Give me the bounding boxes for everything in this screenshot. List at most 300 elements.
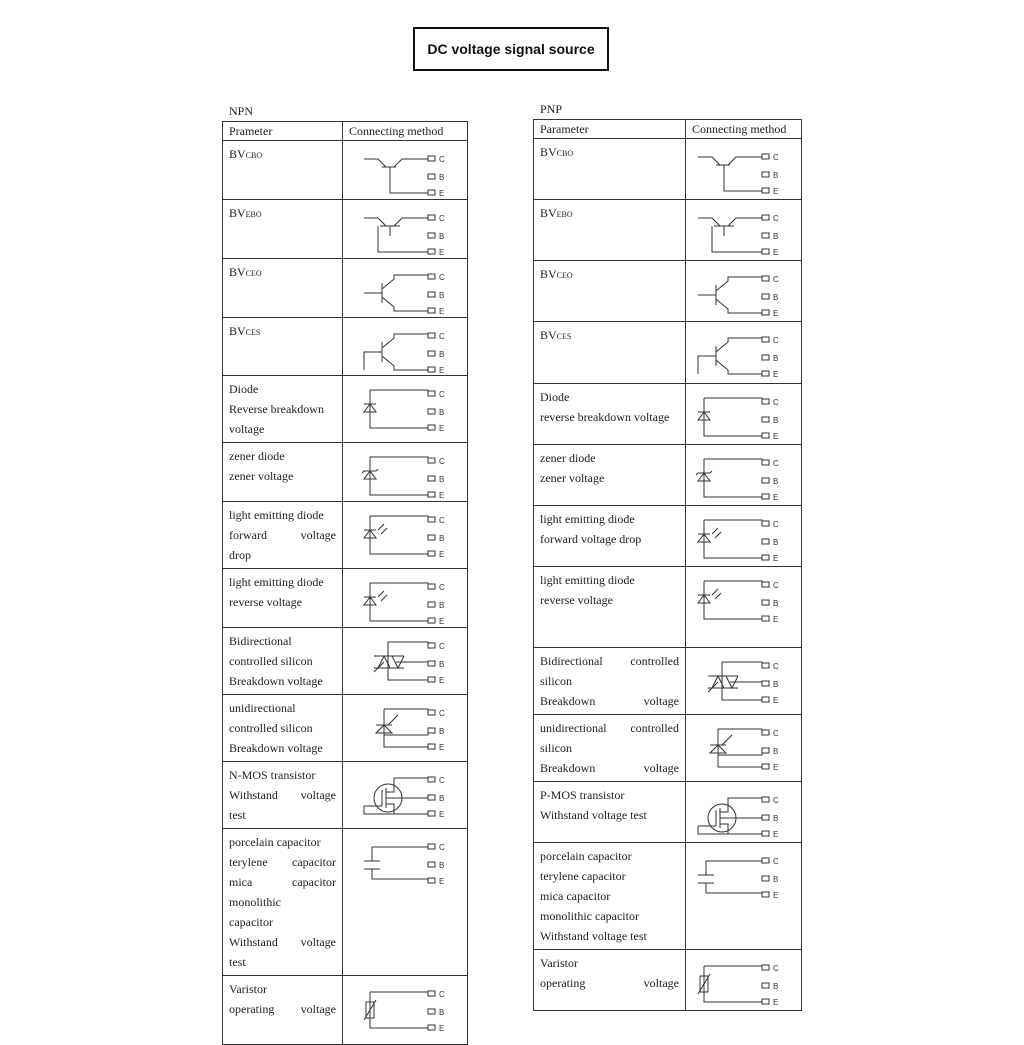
pin-b-label: B (439, 727, 445, 736)
parameter-cell (534, 200, 686, 261)
parameter-line: zener voltage (540, 471, 605, 485)
pin-b-icon (762, 876, 769, 881)
parameter-cell (534, 648, 686, 715)
parameter-line: zener diode (540, 451, 596, 465)
parameter-main: BV (540, 206, 557, 220)
pnp-row-varistor (534, 950, 802, 1011)
pin-c-icon (762, 521, 769, 526)
pin-b-label: B (773, 293, 779, 302)
npn-row-zener (223, 443, 468, 502)
varistor-diagram (356, 982, 456, 1032)
pin-b-icon (428, 351, 435, 356)
pin-e-icon (762, 697, 769, 702)
pin-b-icon (762, 539, 769, 544)
pin-e-icon (762, 892, 769, 897)
connection-cell (686, 843, 802, 950)
pin-e-label: E (773, 432, 779, 440)
page-title: DC voltage signal source (413, 27, 609, 71)
connection-cell (686, 950, 802, 1011)
parameter-line: silicon (540, 674, 572, 688)
parameter-line: capacitor (229, 915, 273, 929)
npn-label: NPN (229, 104, 254, 118)
pin-e-label: E (773, 830, 779, 838)
pin-b-label: B (773, 747, 779, 756)
zener-diagram (356, 449, 456, 499)
pin-b-label: B (439, 291, 445, 300)
pin-c-icon (428, 215, 435, 220)
parameter-line: Reverse breakdown (229, 402, 324, 416)
pin-c-label: C (439, 214, 445, 223)
parameter-name (540, 203, 679, 225)
diode-diagram (690, 390, 790, 440)
pin-e-label: E (773, 554, 779, 562)
npn-row-led-fwd (223, 502, 468, 569)
parameter-name (540, 387, 679, 427)
transistor-ceo-diagram (690, 267, 790, 317)
parameter-main: BV (540, 328, 557, 342)
pin-e-icon (428, 308, 435, 313)
parameter-line: mica capacitor (540, 889, 611, 903)
pin-b-label: B (773, 232, 779, 241)
parameter-line: reverse breakdown voltage (540, 410, 670, 424)
pin-c-icon (762, 663, 769, 668)
parameter-cell (534, 261, 686, 322)
parameter-line: light emitting diode (229, 575, 324, 589)
pin-c-label: C (439, 332, 445, 341)
parameter-name (540, 953, 679, 993)
pin-c-label: C (439, 155, 445, 164)
led-diagram (356, 575, 456, 625)
parameter-main: BV (229, 206, 246, 220)
pin-e-icon (428, 618, 435, 623)
parameter-cell (534, 843, 686, 950)
pin-e-label: E (773, 615, 779, 623)
pin-e-icon (428, 744, 435, 749)
varistor-diagram (690, 956, 790, 1006)
pin-c-label: C (773, 398, 779, 407)
connection-cell (686, 261, 802, 322)
connection-cell (343, 695, 468, 762)
parameter-line: Diode (229, 382, 259, 396)
parameter-line: Varistor (229, 982, 267, 996)
npn-row-scr (223, 695, 468, 762)
parameter-line: Diode (540, 390, 570, 404)
parameter-line: voltage (229, 422, 265, 436)
parameter-name (540, 651, 679, 711)
npn-row-led-rev (223, 569, 468, 628)
pin-c-label: C (773, 964, 779, 973)
pin-e-icon (762, 433, 769, 438)
pin-c-icon (762, 215, 769, 220)
parameter-main: BV (229, 324, 246, 338)
pin-b-label: B (439, 601, 445, 610)
connection-cell (686, 648, 802, 715)
pin-e-icon (428, 1025, 435, 1030)
pin-e-icon (762, 999, 769, 1004)
pnp-row-diode (534, 384, 802, 445)
parameter-name (540, 785, 679, 825)
parameter-subscript: EBO (556, 210, 573, 219)
pin-e-label: E (439, 617, 445, 625)
pnp-row-bvebo (534, 200, 802, 261)
parameter-name (229, 765, 336, 825)
pin-e-label: E (439, 189, 445, 197)
transistor-ces-diagram (356, 324, 456, 374)
parameter-line: porcelain capacitor (229, 835, 321, 849)
parameter-cell (223, 502, 343, 569)
pin-b-icon (762, 600, 769, 605)
parameter-name (229, 321, 336, 343)
transistor-cb-diagram (690, 145, 790, 195)
parameter-name (229, 979, 336, 1019)
pin-b-label: B (439, 350, 445, 359)
triac-diagram (690, 654, 790, 704)
pin-e-label: E (773, 696, 779, 704)
connection-cell (686, 139, 802, 200)
pin-c-label: C (439, 583, 445, 592)
transistor-cb-diagram (356, 147, 456, 197)
parameter-name (229, 505, 336, 565)
pnp-row-led-rev (534, 567, 802, 648)
pin-e-label: E (439, 810, 445, 818)
pin-e-label: E (773, 998, 779, 1006)
parameter-line: zener voltage (229, 469, 294, 483)
pin-c-label: C (439, 642, 445, 651)
pin-c-icon (762, 276, 769, 281)
pin-c-icon (762, 965, 769, 970)
pnp-row-bvcbo (534, 139, 802, 200)
parameter-line: controlled silicon (229, 721, 313, 735)
pin-b-icon (762, 172, 769, 177)
pin-e-label: E (439, 491, 445, 499)
pin-b-label: B (773, 477, 779, 486)
parameter-line: terylene capacitor (540, 869, 626, 883)
npn-row-diode (223, 376, 468, 443)
parameter-cell (534, 506, 686, 567)
pin-e-label: E (773, 309, 779, 317)
pin-e-icon (762, 764, 769, 769)
parameter-line: Bidirectional (229, 634, 292, 648)
parameter-cell (223, 628, 343, 695)
pin-e-icon (762, 371, 769, 376)
pin-e-icon (428, 677, 435, 682)
pin-c-icon (762, 582, 769, 587)
parameter-cell (223, 829, 343, 976)
pin-c-icon (428, 156, 435, 161)
parameter-cell (223, 569, 343, 628)
parameter-name (229, 698, 336, 758)
parameter-name (229, 446, 336, 486)
pin-c-label: C (773, 729, 779, 738)
connection-cell (343, 443, 468, 502)
npn-row-mos (223, 762, 468, 829)
npn-param-header: Prameter (223, 122, 343, 141)
pin-c-icon (428, 458, 435, 463)
parameter-line: operating voltage (540, 976, 679, 990)
parameter-line: Bidirectional controlled (540, 654, 679, 668)
parameter-cell (534, 322, 686, 384)
pin-e-icon (428, 811, 435, 816)
pin-c-label: C (439, 990, 445, 999)
pin-e-label: E (439, 366, 445, 374)
pin-c-label: C (439, 390, 445, 399)
parameter-line: monolithic capacitor (540, 909, 639, 923)
pin-b-label: B (439, 794, 445, 803)
pnp-row-mos (534, 782, 802, 843)
parameter-line: silicon (540, 741, 572, 755)
connection-cell (686, 200, 802, 261)
pin-c-label: C (439, 516, 445, 525)
parameter-line: P-MOS transistor (540, 788, 625, 802)
parameter-cell (223, 318, 343, 376)
pin-b-icon (428, 174, 435, 179)
pin-c-icon (762, 337, 769, 342)
parameter-line: test (229, 955, 246, 969)
pin-e-icon (762, 494, 769, 499)
parameter-main: BV (540, 145, 557, 159)
parameter-line: light emitting diode (540, 512, 635, 526)
pin-b-icon (762, 355, 769, 360)
parameter-subscript: CES (245, 328, 261, 337)
pin-c-icon (428, 274, 435, 279)
pin-b-icon (762, 294, 769, 299)
pin-b-icon (762, 417, 769, 422)
parameter-line: N-MOS transistor (229, 768, 316, 782)
pin-b-label: B (439, 475, 445, 484)
pnp-row-scr (534, 715, 802, 782)
pin-c-icon (762, 154, 769, 159)
pin-e-icon (428, 551, 435, 556)
parameter-line: forward voltage drop (540, 532, 642, 546)
pin-e-label: E (773, 891, 779, 899)
pin-b-label: B (439, 173, 445, 182)
pin-b-icon (762, 681, 769, 686)
connection-cell (686, 384, 802, 445)
pnp-row-zener (534, 445, 802, 506)
parameter-cell (223, 259, 343, 318)
parameter-name (540, 509, 679, 549)
pin-b-icon (428, 1009, 435, 1014)
npn-method-header: Connecting method (343, 122, 468, 141)
pnp-row-bvceo (534, 261, 802, 322)
parameter-name (540, 264, 679, 286)
parameter-cell (534, 782, 686, 843)
parameter-name (229, 631, 336, 691)
pin-c-label: C (773, 520, 779, 529)
pnp-row-bvces (534, 322, 802, 384)
pin-e-icon (428, 425, 435, 430)
parameter-subscript: CBO (556, 149, 574, 158)
pin-c-icon (428, 777, 435, 782)
pin-c-label: C (773, 662, 779, 671)
pin-b-icon (428, 409, 435, 414)
pin-b-label: B (439, 660, 445, 669)
led-diagram (356, 508, 456, 558)
parameter-line: operating voltage (229, 1002, 336, 1016)
pin-c-label: C (439, 843, 445, 852)
connection-cell (343, 318, 468, 376)
pin-b-icon (762, 748, 769, 753)
parameter-line: Withstand voltage (229, 788, 336, 802)
parameter-cell (223, 762, 343, 829)
pnp-row-cap (534, 843, 802, 950)
pin-e-label: E (439, 743, 445, 751)
pin-e-label: E (439, 1024, 445, 1032)
pin-c-label: C (773, 459, 779, 468)
npn-row-bvces (223, 318, 468, 376)
parameter-line: reverse voltage (229, 595, 302, 609)
pin-b-label: B (773, 680, 779, 689)
pin-c-icon (428, 333, 435, 338)
pin-c-label: C (773, 153, 779, 162)
parameter-cell (534, 950, 686, 1011)
pin-e-label: E (439, 424, 445, 432)
pin-b-label: B (773, 416, 779, 425)
parameter-line: Breakdown voltage (540, 694, 679, 708)
connection-cell (343, 502, 468, 569)
pin-e-icon (762, 555, 769, 560)
connection-cell (343, 376, 468, 443)
parameter-line: unidirectional (229, 701, 296, 715)
parameter-name (229, 572, 336, 612)
parameter-line: unidirectional controlled (540, 721, 679, 735)
cap-diagram (356, 835, 456, 885)
parameter-cell (534, 384, 686, 445)
pin-e-icon (762, 616, 769, 621)
pin-b-icon (762, 478, 769, 483)
parameter-cell (534, 567, 686, 648)
npn-row-bvcbo (223, 141, 468, 200)
connection-cell (343, 200, 468, 259)
parameter-line: porcelain capacitor (540, 849, 632, 863)
pin-e-icon (428, 492, 435, 497)
pin-e-icon (428, 249, 435, 254)
pnp-method-header: Connecting method (686, 120, 802, 139)
pin-c-label: C (773, 857, 779, 866)
parameter-cell (223, 141, 343, 200)
parameter-name (229, 832, 336, 972)
connection-cell (686, 506, 802, 567)
pnp-table (533, 119, 802, 1011)
parameter-line: light emitting diode (540, 573, 635, 587)
parameter-cell (223, 200, 343, 259)
pin-b-icon (428, 535, 435, 540)
pin-b-label: B (439, 534, 445, 543)
parameter-name (229, 379, 336, 439)
parameter-name (540, 325, 679, 347)
transistor-eb-diagram (690, 206, 790, 256)
pin-b-label: B (773, 982, 779, 991)
connection-cell (686, 567, 802, 648)
pin-b-icon (428, 795, 435, 800)
pin-c-icon (762, 797, 769, 802)
connection-cell (686, 782, 802, 843)
parameter-line: Breakdown voltage (540, 761, 679, 775)
parameter-line: Breakdown voltage (229, 674, 323, 688)
connection-cell (343, 259, 468, 318)
led-diagram (690, 512, 790, 562)
parameter-line: Breakdown voltage (229, 741, 323, 755)
parameter-subscript: CES (556, 332, 572, 341)
mos-diagram (356, 768, 456, 818)
pin-c-icon (428, 584, 435, 589)
pin-e-label: E (439, 248, 445, 256)
pin-c-icon (428, 391, 435, 396)
npn-row-cap (223, 829, 468, 976)
parameter-line: forward voltage (229, 528, 336, 542)
zener-diagram (690, 451, 790, 501)
parameter-cell (534, 139, 686, 200)
pin-b-label: B (439, 232, 445, 241)
diode-diagram (356, 382, 456, 432)
pin-b-label: B (439, 408, 445, 417)
pin-c-label: C (773, 796, 779, 805)
pin-b-icon (762, 233, 769, 238)
parameter-line: Withstand voltage test (540, 929, 647, 943)
parameter-line: mica capacitor (229, 875, 336, 889)
transistor-eb-diagram (356, 206, 456, 256)
parameter-cell (223, 376, 343, 443)
pin-e-icon (762, 310, 769, 315)
pin-b-label: B (773, 875, 779, 884)
pin-e-label: E (773, 493, 779, 501)
parameter-line: zener diode (229, 449, 285, 463)
pin-c-label: C (773, 581, 779, 590)
pin-e-icon (762, 188, 769, 193)
transistor-ces-diagram (690, 328, 790, 378)
pin-b-label: B (773, 814, 779, 823)
parameter-line: drop (229, 548, 251, 562)
pin-b-label: B (773, 599, 779, 608)
connection-cell (343, 569, 468, 628)
pin-c-icon (428, 991, 435, 996)
parameter-line: Withstand voltage (229, 935, 336, 949)
pin-b-icon (762, 815, 769, 820)
parameter-line: light emitting diode (229, 508, 324, 522)
connection-cell (343, 976, 468, 1045)
pin-e-icon (428, 878, 435, 883)
parameter-line: monolithic (229, 895, 281, 909)
parameter-name (229, 144, 336, 166)
pin-c-icon (428, 643, 435, 648)
pin-e-label: E (773, 187, 779, 195)
pin-e-label: E (439, 676, 445, 684)
pin-b-label: B (773, 538, 779, 547)
parameter-cell (223, 976, 343, 1045)
pin-b-icon (762, 983, 769, 988)
parameter-subscript: CEO (245, 269, 262, 278)
led-diagram (690, 573, 790, 623)
pin-b-icon (428, 862, 435, 867)
parameter-subscript: EBO (245, 210, 262, 219)
pin-c-label: C (439, 709, 445, 718)
parameter-name (229, 203, 336, 225)
pin-c-label: C (773, 275, 779, 284)
pin-c-label: C (773, 214, 779, 223)
pin-e-label: E (773, 370, 779, 378)
pin-b-icon (428, 602, 435, 607)
pin-c-icon (428, 517, 435, 522)
parameter-name (540, 718, 679, 778)
parameter-line: Withstand voltage test (540, 808, 647, 822)
pin-b-icon (428, 661, 435, 666)
npn-table (222, 121, 468, 1045)
connection-cell (686, 322, 802, 384)
parameter-subscript: CEO (556, 271, 573, 280)
triac-diagram (356, 634, 456, 684)
npn-row-bvceo (223, 259, 468, 318)
pin-c-icon (762, 730, 769, 735)
